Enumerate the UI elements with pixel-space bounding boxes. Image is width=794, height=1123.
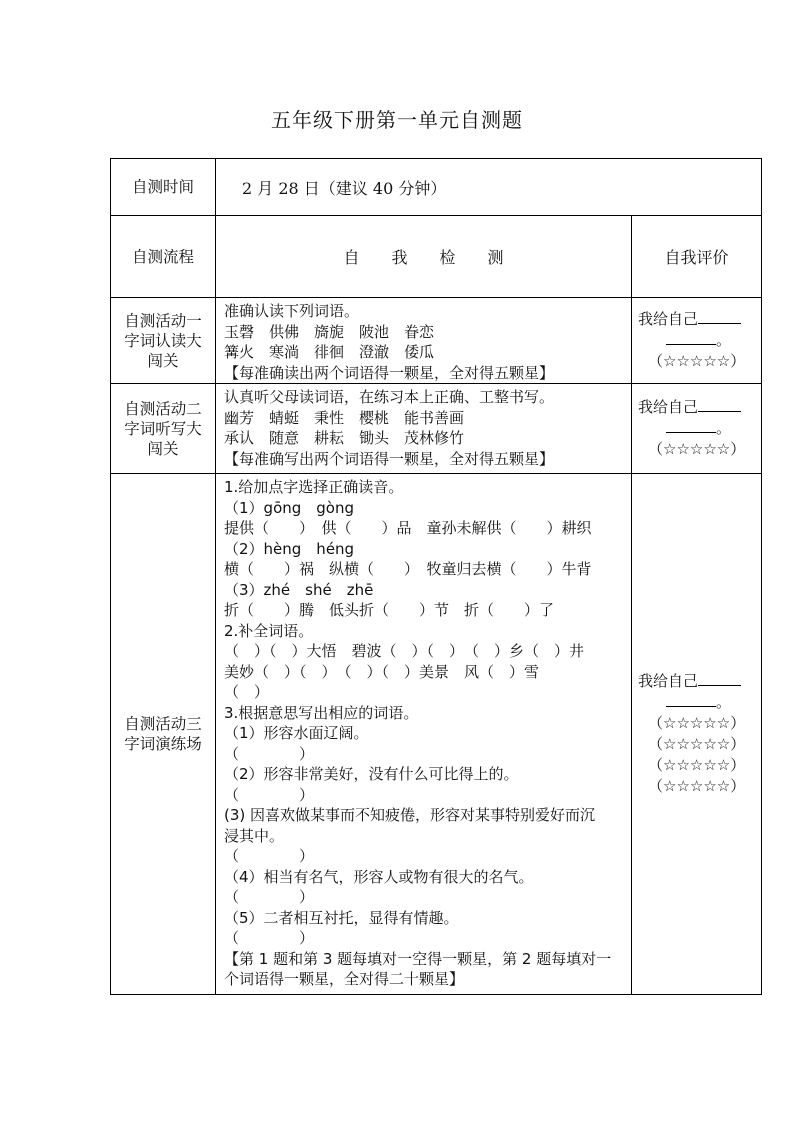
activity-2-content (216, 384, 632, 474)
definition-line: （2）形容非常美好，没有什么可比得上的。 (224, 765, 519, 783)
activity-row-3 (111, 474, 762, 995)
pinyin-options: （2）hèng héng (224, 539, 355, 558)
activity-2-label-line: 字词听写大 (124, 419, 202, 438)
pinyin-options: （1）gōng gòng (224, 498, 354, 517)
answer-blank[interactable]: （ ） (224, 847, 315, 865)
activity-1-eval (632, 298, 762, 384)
pinyin-options: （3）zhé shé zhē (224, 580, 374, 599)
definition-line: （4）相当有名气，形容人或物有很大的名气。 (224, 867, 534, 886)
answer-blank[interactable]: （ ） (224, 888, 315, 906)
scoring-note: 【每准确写出两个词语得一颗星，全对得五颗星】 (224, 449, 555, 468)
self-rating-line (638, 397, 755, 418)
check-title: 自 我 检 测 (216, 216, 632, 298)
fill-blank-line: （ ） (224, 683, 270, 701)
self-rating-line (638, 692, 755, 713)
rating-blank[interactable] (698, 671, 741, 686)
activity-1-label-line: 闯关 (147, 351, 179, 370)
fill-blank-line: 提供（ ） 供（ ）品 童孙未解供（ ）耕织 (224, 519, 592, 537)
answer-blank[interactable]: （ ） (224, 929, 315, 947)
activity-3-label-line: 自测活动三 (124, 715, 202, 733)
activity-2-label (111, 384, 216, 474)
star-rating[interactable]: （☆☆☆☆☆） (648, 440, 746, 458)
activity-1-label-line: 字词认读大 (124, 331, 202, 350)
activity-2-label-line: 闯关 (147, 439, 179, 458)
scoring-note: 【第 1 题和第 3 题每填对一空得一颗星，第 2 题每填对一 (224, 949, 612, 968)
question-3-title: 3.根据意思写出相应的词语。 (224, 703, 419, 722)
fill-blank-line: 折（ ）腾 低头折（ ）节 折（ ）了 (224, 601, 555, 619)
period: 。 (716, 331, 732, 349)
period: 。 (716, 419, 732, 437)
question-2-title: 2.补全词语。 (224, 621, 314, 640)
eval-title: 自我评价 (632, 216, 762, 298)
activity-3-label-line: 字词演练场 (124, 735, 202, 753)
rating-blank[interactable] (698, 397, 741, 412)
rating-blank[interactable] (666, 418, 716, 433)
scoring-note: 个词语得一颗星，全对得二十颗星】 (224, 970, 465, 988)
time-value: 2 月 28 日（建议 40 分钟） (216, 159, 762, 216)
fill-blank-line: 美妙（ ）（ ） （ ）（ ）美景 风（ ）雪 (224, 662, 540, 681)
self-rating-label: 我给自己 (638, 398, 699, 416)
time-label: 自测时间 (111, 159, 216, 216)
period: 。 (716, 693, 732, 711)
definition-line: （1）形容水面辽阔。 (224, 724, 369, 742)
answer-blank[interactable]: （ ） (224, 785, 315, 804)
self-test-table (110, 158, 762, 995)
rating-blank[interactable] (666, 330, 716, 345)
activity-1-label (111, 298, 216, 384)
definition-line: 浸其中。 (224, 826, 285, 845)
rating-blank[interactable] (666, 692, 716, 707)
scoring-note: 【每准确读出两个词语得一颗星，全对得五颗星】 (224, 363, 555, 382)
page-title: 五年级下册第一单元自测题 (271, 108, 523, 132)
answer-blank[interactable]: （ ） (224, 744, 315, 763)
self-rating-line (638, 671, 755, 692)
activity-3-eval (632, 474, 762, 995)
star-rating[interactable]: （☆☆☆☆☆） (648, 777, 746, 795)
time-row (111, 159, 762, 216)
star-rating[interactable]: （☆☆☆☆☆） (648, 735, 746, 753)
fill-blank-line: （ ）（ ）大悟 碧波（ ）（ ） （ ）乡（ ）井 (224, 642, 585, 660)
header-row (111, 216, 762, 298)
self-rating-label: 我给自己 (638, 672, 699, 690)
activity-row-1 (111, 298, 762, 384)
word-list: 篝火 寒淌 徘徊 澄澈 倭瓜 (224, 343, 435, 361)
star-rating[interactable]: （☆☆☆☆☆） (648, 714, 746, 732)
word-list: 承认 随意 耕耘 锄头 茂林修竹 (224, 429, 465, 447)
activity-2-label-line: 自测活动二 (124, 399, 202, 418)
self-rating-label: 我给自己 (638, 310, 699, 328)
instruction: 认真听父母读词语，在练习本上正确、工整书写。 (224, 388, 555, 406)
self-rating-line (638, 330, 755, 351)
self-rating-line (638, 418, 755, 439)
activity-1-label-line: 自测活动一 (124, 311, 202, 330)
star-rating[interactable]: （☆☆☆☆☆） (648, 756, 746, 774)
definition-line: （5）二者相互衬托，显得有情趣。 (224, 908, 459, 927)
rating-blank[interactable] (698, 309, 741, 324)
activity-3-label (111, 474, 216, 995)
instruction: 准确认读下列词语。 (224, 302, 360, 320)
self-rating-line (638, 309, 755, 330)
fill-blank-line: 横（ ）祸 纵横（ ） 牧童归去横（ ）牛背 (224, 560, 592, 578)
flow-label: 自测流程 (111, 216, 216, 298)
definition-line: (3) 因喜欢做某事而不知疲倦，形容对某事特别爱好而沉 (224, 806, 596, 824)
question-1-title: 1.给加点字选择正确读音。 (224, 478, 404, 496)
activity-3-content (216, 474, 632, 995)
activity-2-eval (632, 384, 762, 474)
activity-1-content (216, 298, 632, 384)
activity-row-2 (111, 384, 762, 474)
star-rating[interactable]: （☆☆☆☆☆） (648, 352, 746, 370)
word-list: 玉磬 供佛 旖旎 陂池 眷恋 (224, 322, 435, 341)
word-list: 幽芳 蜻蜓 秉性 樱桃 能书善画 (224, 408, 465, 427)
